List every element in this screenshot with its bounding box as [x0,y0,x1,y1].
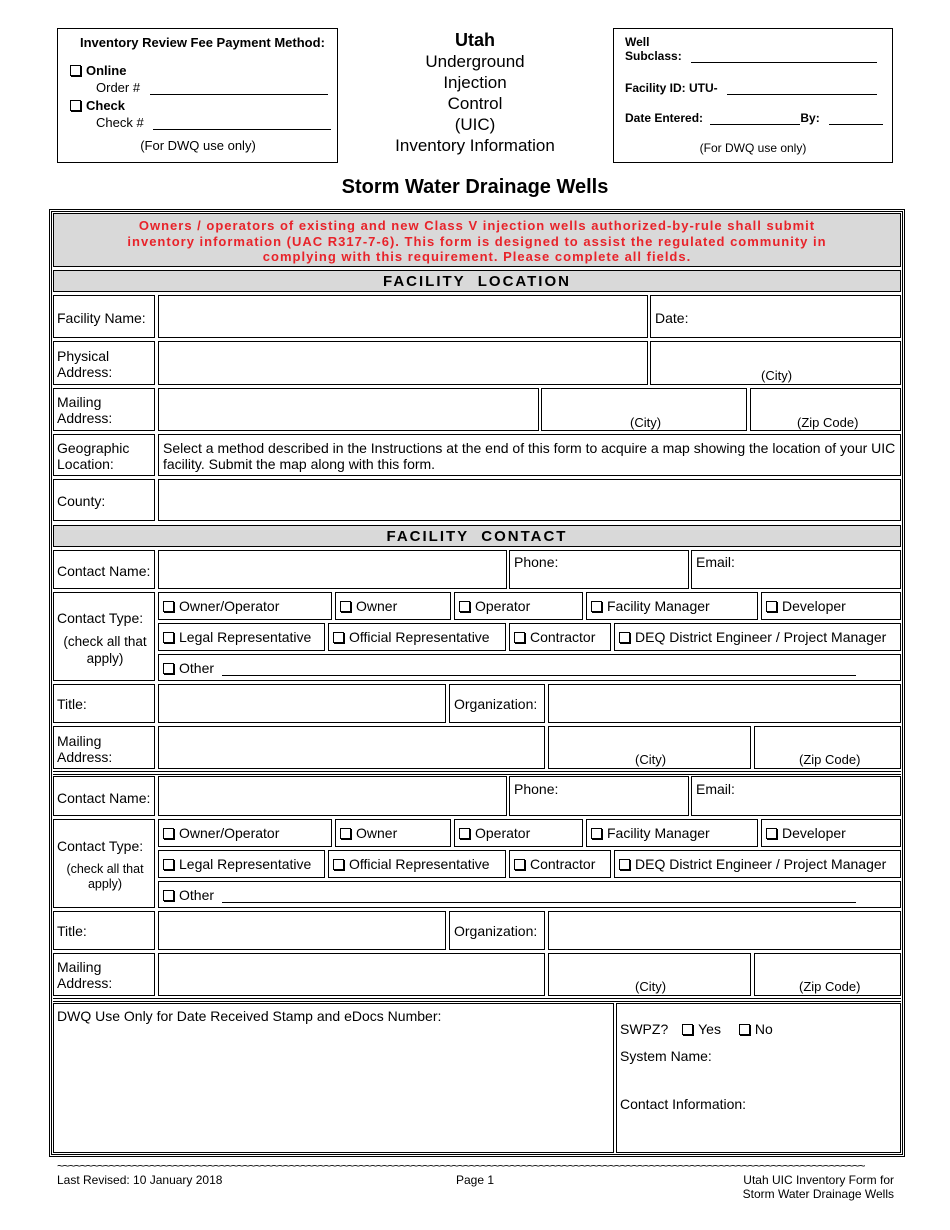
contact1-email-field[interactable] [691,550,901,589]
dwq-stamp-area[interactable] [53,1003,614,1153]
checkbox-icon[interactable] [340,828,351,839]
date-label: Date: [655,310,689,326]
facility-name-input[interactable] [158,295,648,338]
checkbox-icon[interactable] [591,601,602,612]
contact2-contractor-option[interactable] [514,856,595,872]
option-label: Legal Representative [179,856,312,872]
agency-state: Utah [455,30,495,50]
checkbox-icon[interactable] [333,859,344,870]
contact1-developer-option[interactable] [766,598,846,614]
contact2-check-all-label: (check all that apply) [66,862,144,891]
contact1-title-input[interactable] [158,684,446,723]
check-num-label: Check # [96,115,144,130]
option-label: Other [179,660,215,676]
subclass-label: Subclass: [625,49,682,63]
check-label: Check [86,98,126,113]
option-label: Owner/Operator [179,598,280,614]
option-label: Owner/Operator [179,825,280,841]
option-label: Official Representative [349,856,490,872]
dwq-divider [53,998,901,1002]
contact2-legal-representative-option[interactable] [163,856,311,872]
check-number-field[interactable] [96,115,331,130]
swpz-yes-option[interactable] [682,1021,721,1037]
contact2-title-input[interactable] [158,911,446,950]
contact1-mailing-zip-input[interactable] [754,726,901,769]
option-label: Facility Manager [607,598,710,614]
system-name-label: System Name: [620,1048,712,1064]
date-entered-field[interactable] [625,111,883,125]
contact1-mailing-city-input[interactable] [548,726,751,769]
location-mailing-address-input[interactable] [158,388,539,431]
notice-banner [53,213,901,267]
checkbox-icon[interactable] [163,890,174,901]
checkbox-icon[interactable] [766,828,777,839]
agency-line5: (UIC) [454,115,496,134]
option-label: Owner [356,598,398,614]
swpz-no-option[interactable] [739,1021,773,1037]
swpz-question [620,1021,773,1037]
contact2-name-input[interactable] [158,776,507,816]
online-label: Online [86,63,127,78]
contact2-type-label-cell [53,819,155,908]
option-label: Facility Manager [607,825,710,841]
checkbox-icon[interactable] [591,828,602,839]
physical-address-label: Physical Address: [53,341,155,385]
contact1-zip-caption: (Zip Code) [799,752,861,767]
contact1-email-label: Email: [696,554,735,570]
contact1-title-label: Title: [53,684,155,723]
contact2-mailing-address-input[interactable] [158,953,545,996]
contact2-phone-field[interactable] [509,776,689,816]
physical-city-input[interactable] [650,341,901,385]
contact1-name-label: Contact Name: [53,550,155,589]
contact-divider [53,771,901,775]
by-label: By: [800,111,820,125]
contact-information-label: Contact Information: [620,1096,747,1112]
swpz-area [616,1003,901,1153]
geographic-location-text: Select a method described in the Instructions at the end of this form to acquire a map showing the location of your UIC facility. Submit the map along with this form. [158,434,901,476]
contact1-check-all-label: (check all that apply) [63,634,147,666]
checkbox-icon[interactable] [459,828,470,839]
dwq-stamp-label: DWQ Use Only for Date Received Stamp and eDocs Number: [57,1008,442,1024]
physical-address-input[interactable] [158,341,648,385]
contact2-organization-label: Organization: [449,911,545,950]
footer-last-revised: Last Revised: 10 January 2018 [57,1173,223,1187]
date-entered-label: Date Entered: [625,111,704,125]
location-mailing-zip-caption: (Zip Code) [797,415,859,430]
checkbox-icon[interactable] [459,601,470,612]
notice-line2: inventory information (UAC R317-7-6). This form is designed to assist the regulated community in [127,233,827,249]
checkbox-icon[interactable] [739,1024,750,1035]
contact1-name-input[interactable] [158,550,507,589]
contact1-deq-engineer-option[interactable] [619,629,886,645]
fee-box-title: Inventory Review Fee Payment Method: [80,35,325,50]
notice-line3: complying with this requirement. Please complete all fields. [262,249,692,264]
contact2-mailing-city-input[interactable] [548,953,751,996]
option-label: DEQ District Engineer / Project Manager [635,629,887,645]
contact1-other-option[interactable] [163,660,856,676]
checkbox-icon[interactable] [333,632,344,643]
contact2-owner-option[interactable] [340,825,397,841]
check-option[interactable] [70,98,125,113]
checkbox-icon[interactable] [766,601,777,612]
date-field[interactable] [650,295,901,338]
agency-line3: Injection [443,73,507,92]
contact2-other-option[interactable] [163,887,856,903]
physical-city-caption: (City) [761,368,793,383]
facility-id-field[interactable] [625,81,877,95]
swpz-yes-label: Yes [698,1021,721,1037]
contact1-organization-input[interactable] [548,684,901,723]
checkbox-icon[interactable] [163,601,174,612]
contact1-phone-field[interactable] [509,550,689,589]
swpz-no-label: No [754,1021,773,1037]
location-mailing-zip-input[interactable] [750,388,901,431]
facility-name-label: Facility Name: [53,295,155,338]
contact1-official-representative-option[interactable] [333,629,490,645]
contact1-legal-representative-option[interactable] [163,629,311,645]
checkbox-icon[interactable] [163,828,174,839]
contact2-phone-label: Phone: [514,781,559,797]
facility-contact-header: FACILITY CONTACT [53,525,901,547]
well-info-box [613,28,893,163]
location-mailing-city-input[interactable] [541,388,747,431]
contact2-organization-input[interactable] [548,911,901,950]
contact1-owner-option[interactable] [340,598,397,614]
option-label: Legal Representative [179,629,312,645]
contact2-name-label: Contact Name: [53,776,155,816]
contact2-city-caption: (City) [635,979,667,994]
contact2-other-input[interactable] [222,890,856,903]
contact2-email-label: Email: [696,781,735,797]
subclass-field[interactable] [625,49,877,63]
swpz-label: SWPZ? [620,1021,669,1037]
contact2-mailing-address-label: Mailing Address: [53,953,155,996]
location-mailing-address-label: Mailing Address: [53,388,155,431]
notice-line1: Owners / operators of existing and new Class V injection wells authorized-by-rule shall submit [138,218,816,233]
option-label: Owner [356,825,398,841]
contact1-contractor-option[interactable] [514,629,595,645]
contact1-owner-operator-option[interactable] [163,598,279,614]
geographic-location-label: Geographic Location: [53,434,155,476]
check-checkbox[interactable] [70,100,81,111]
footer-page-number: Page 1 [455,1173,495,1187]
footer-form-name [743,1173,894,1201]
checkbox-icon[interactable] [619,632,630,643]
checkbox-icon[interactable] [163,663,174,674]
contact1-mailing-address-label: Mailing Address: [53,726,155,769]
contact1-city-caption: (City) [635,752,667,767]
footer-form-name-line2: Storm Water Drainage Wells [742,1187,894,1201]
checkbox-icon[interactable] [340,601,351,612]
well-box-note: (For DWQ use only) [699,141,807,155]
fee-payment-box [57,28,338,163]
agency-line4: Control [447,94,503,113]
contact1-mailing-address-input[interactable] [158,726,545,769]
county-label: County: [53,479,155,521]
contact2-official-representative-option[interactable] [333,856,490,872]
footer-tilde-line: ~~~~~~~~~~~~~~~~~~~~~~~~~~~~~~~~~~~~~~~~~~~~~~~~~~~~~~~~~~~~~~~~~~~~~~~~~~~~~~~~~~~~~~~~~~~~~~~~~~~~~~~~~~~~~~~~~~~~~~~~~~~~~~~~~~~~~~~~~~~ [57,1159,865,1173]
option-label: Official Representative [349,629,490,645]
checkbox-icon[interactable] [514,859,525,870]
fee-box-note: (For DWQ use only) [140,138,256,153]
agency-line2: Underground [425,52,525,71]
contact2-email-field[interactable] [691,776,901,816]
contact1-facility-manager-option[interactable] [591,598,710,614]
online-checkbox[interactable] [70,65,81,76]
contact2-mailing-zip-input[interactable] [754,953,901,996]
order-label: Order # [96,80,141,95]
contact2-title-label: Title: [53,911,155,950]
contact2-type-label: Contact Type: [57,838,144,854]
option-label: DEQ District Engineer / Project Manager [635,856,887,872]
contact1-phone-label: Phone: [514,554,559,570]
contact2-operator-option[interactable] [459,825,530,841]
location-mailing-city-caption: (City) [630,415,662,430]
facility-location-header: FACILITY LOCATION [53,270,901,292]
facility-id-label: Facility ID: UTU- [625,81,718,95]
option-label: Developer [782,825,846,841]
option-label: Operator [475,825,531,841]
checkbox-icon[interactable] [619,859,630,870]
option-label: Contractor [530,856,596,872]
contact2-facility-manager-option[interactable] [591,825,710,841]
option-label: Operator [475,598,531,614]
online-option[interactable] [70,63,126,78]
footer-form-name-line1: Utah UIC Inventory Form for [743,1173,894,1187]
checkbox-icon[interactable] [163,632,174,643]
contact1-other-input[interactable] [222,663,856,676]
agency-heading [365,30,585,156]
county-input[interactable] [158,479,901,521]
option-label: Other [179,887,215,903]
contact2-developer-option[interactable] [766,825,846,841]
contact1-organization-label: Organization: [449,684,545,723]
checkbox-icon[interactable] [682,1024,693,1035]
agency-line6: Inventory Information [395,136,555,155]
contact2-zip-caption: (Zip Code) [799,979,861,994]
page-title: Storm Water Drainage Wells [341,176,609,198]
checkbox-icon[interactable] [514,632,525,643]
checkbox-icon[interactable] [163,859,174,870]
contact1-operator-option[interactable] [459,598,530,614]
well-label: Well [625,35,650,49]
contact1-type-label-cell [53,592,155,681]
option-label: Developer [782,598,846,614]
contact2-deq-engineer-option[interactable] [619,856,886,872]
contact2-owner-operator-option[interactable] [163,825,279,841]
option-label: Contractor [530,629,596,645]
order-number-field[interactable] [96,80,328,95]
contact1-type-label: Contact Type: [57,610,144,626]
